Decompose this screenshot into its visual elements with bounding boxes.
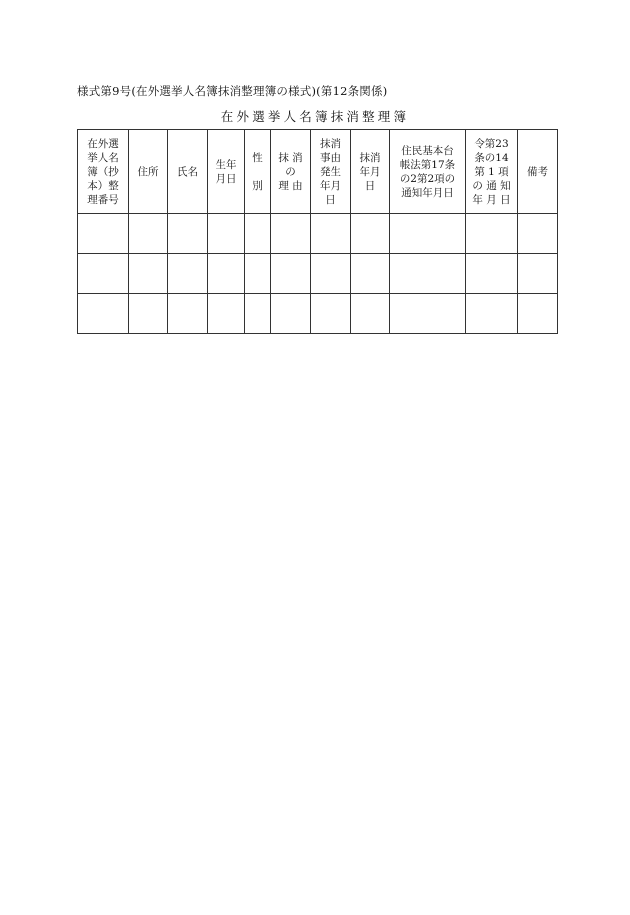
table-cell — [271, 294, 311, 334]
table-cell — [271, 254, 311, 294]
table-cell — [351, 214, 390, 254]
col-header-deletion-date: 抹消 年月 日 — [351, 130, 390, 214]
table-cell — [271, 214, 311, 254]
table-cell — [245, 254, 271, 294]
table-cell — [168, 294, 208, 334]
col-header-cause-date: 抹消 事由 発生 年月 日 — [311, 130, 351, 214]
form-number-heading: 様式第9号(在外選挙人名簿抹消整理簿の様式)(第12条関係) — [77, 84, 388, 98]
table-cell — [168, 214, 208, 254]
table-cell — [78, 214, 129, 254]
table-cell — [518, 294, 558, 334]
table-cell — [129, 254, 168, 294]
table-cell — [208, 254, 245, 294]
col-header-name: 氏名 — [168, 130, 208, 214]
table-cell — [466, 214, 518, 254]
table-cell — [390, 294, 466, 334]
table-cell — [78, 294, 129, 334]
table-cell — [351, 294, 390, 334]
col-header-deletion-reason: 抹 消 の 理 由 — [271, 130, 311, 214]
table-cell — [311, 214, 351, 254]
table-cell — [129, 294, 168, 334]
table-cell — [351, 254, 390, 294]
table-row — [78, 254, 558, 294]
table-cell — [208, 294, 245, 334]
table-cell — [466, 254, 518, 294]
table-cell — [78, 254, 129, 294]
col-header-register-number: 在外選 挙人名 簿（抄 本）整 理番号 — [78, 130, 129, 214]
col-header-sex: 性 別 — [245, 130, 271, 214]
col-header-resident-registry-notice-date: 住民基本台 帳法第17条 の2第2項の 通知年月日 — [390, 130, 466, 214]
table-cell — [311, 294, 351, 334]
deletion-register-table — [77, 129, 558, 334]
table-row — [78, 294, 558, 334]
table-row — [78, 214, 558, 254]
col-header-ordinance-notice-date: 令第23 条の14 第 1 項 の 通 知 年 月 日 — [466, 130, 518, 214]
form-title: 在外選挙人名簿抹消整理簿 — [220, 109, 410, 124]
table-cell — [245, 294, 271, 334]
table-cell — [208, 214, 245, 254]
table-cell — [311, 254, 351, 294]
table-cell — [245, 214, 271, 254]
table-cell — [168, 254, 208, 294]
table-cell — [466, 294, 518, 334]
table-cell — [129, 214, 168, 254]
col-header-remarks: 備考 — [518, 130, 558, 214]
table-cell — [518, 254, 558, 294]
table-cell — [518, 214, 558, 254]
table-cell — [390, 254, 466, 294]
col-header-birth-date: 生年 月日 — [208, 130, 245, 214]
col-header-address: 住所 — [129, 130, 168, 214]
header-row — [78, 130, 558, 214]
table-cell — [390, 214, 466, 254]
